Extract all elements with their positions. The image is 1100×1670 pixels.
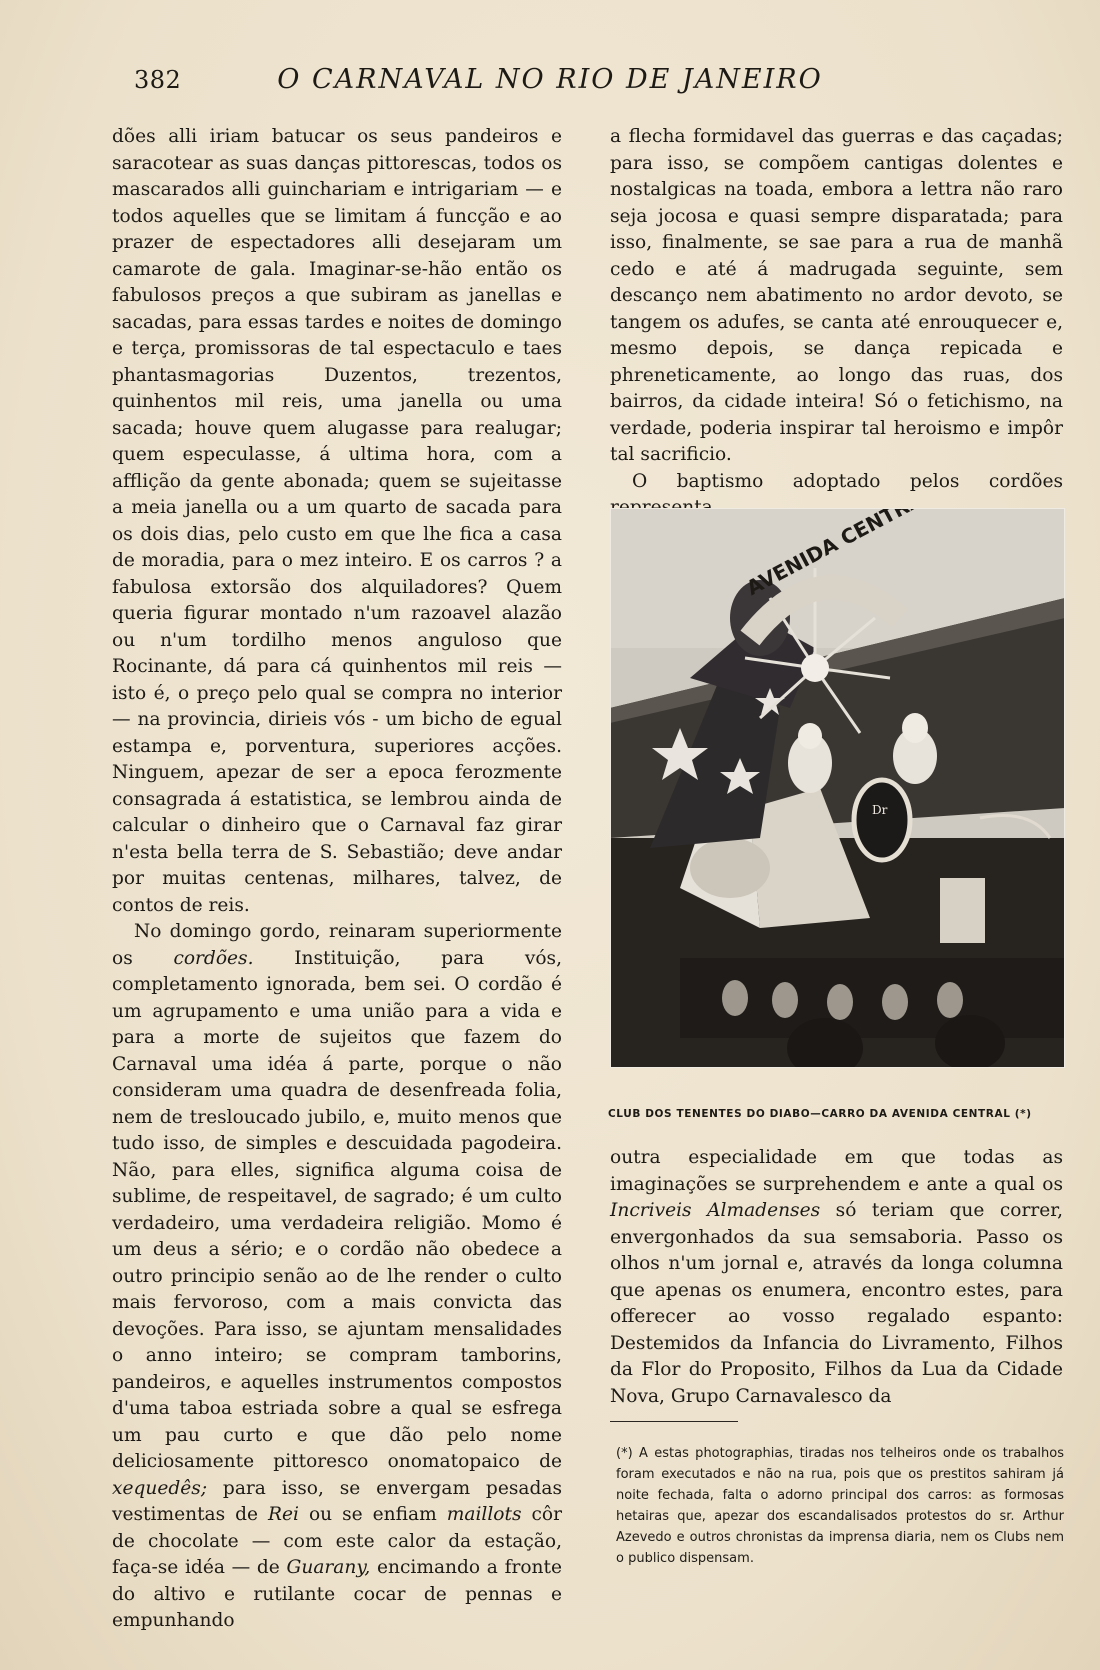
text-run: para isso, se envergam pesadas vestimentas de [112,1477,562,1525]
italic-term: Guarany, [286,1557,371,1578]
text-run: ou se enfiam [299,1504,447,1525]
running-title: O CARNAVAL NO RIO DE JANEIRO [277,64,823,95]
paragraph: O baptismo adoptado pelos cordões [632,470,1063,492]
paragraph [112,919,562,1635]
paragraph: dões alli iriam batucar os seus pandeiros e saracotear as suas danças pittorescas, todos os mascarados alli guinchariam e intrigariam — e todos aquelles que se limitam á funcção e ao prazer de espectadores alli desejaram um camarote de gala. Imaginar-se-hão então os fabulosos preços a que subiram as janellas e sacadas, para essas tardes e noites de domingo e terça, promissoras de tal espectaculo e taes phantasmagorias Duzentos, trezentos, quinhentos mil reis, uma janella ou uma sacada; houve quem alugasse para realugar; quem especulasse, á ultima hora, com a afflição da gente abonada; quem se sujeitasse a meia janella ou a um quarto de sacada para os dois dias, pelo custo em que lhe fica a casa de moradia, para o mez inteiro. E os carros ? a fabulosa extorsão dos alquiladores? Quem queria figurar montado n'um razoavel alazão ou n'um tordilho menos anguloso que Rocinante, dá para cá quinhentos mil reis — isto é, o preço pelo qual se compra no interior — na provincia, dirieis vós - um bicho de egual estampa e, porventura, superiores acções. Ninguem, apezar de ser a epoca ferozmente consagrada á estatistica, se lembrou ainda de calcular o dinheiro que o Carnaval faz girar n'esta bella terra de S. Sebastião; deve andar por muitas centenas, milhares, talvez, de contos de reis. [112,126,562,916]
carnival-float-photo [610,508,1065,1068]
medallion-text: Dr [872,803,888,817]
text-run: outra especialidade em que todas as imaginações se surprehendem e ante a qual os [610,1147,1063,1195]
text-run: Instituição, para vós, completamento ignorada, bem sei. O cordão é um agrupamento e uma união para a vida e para a morte de sujeitos que fazem do Carnaval uma idéa á parte, porque o não consideram uma quadra de desenfreada folia, nem de tresloucado jubilo, e, muito menos que tudo isso, de simples e descuidada pagodeira. Não, para elles, significa alguma coisa de sublime, de respeitavel, de sagrado; é um culto verdadeiro, uma verdadeira religião. Momo é um deus a sério; e o cordão não obedece a outro principio senão ao de lhe render o culto mais fervoroso, com a mais convicta das devoções. Para isso, se ajuntam mensalidades o anno inteiro; se compram tamborins, pandeiros, e aquelles instrumentos compostos d'uma taboa estriada sobre a qual se esfrega um pau curto e que dão pelo nome deliciosamente pittoresco onomatopaico de [112,947,562,1472]
footnote-rule [610,1421,738,1422]
italic-term: Incriveis Almadenses [610,1200,821,1221]
paragraph [610,1145,1063,1410]
italic-term: cordões. [173,947,254,969]
text-run: côr de chocolate — com este calor da estação, faça-se idéa — de [112,1504,562,1578]
italic-term: maillots [446,1504,522,1525]
paragraph: a flecha formidavel das guerras e das caçadas; para isso, se compõem cantigas dolentes e nostalgicas na toada, embora a lettra não raro seja jocosa e quasi sempre disparatada; para isso, finalmente, se sae para a rua de manhã cedo e até á madrugada seguinte, sem descanço nem abatimento no ardor devoto, se tangem os adufes, se canta até enrouquecer e, mesmo depois, se dança repicada e phreneticamente, ao longo das ruas, dos bairros, da cidade inteira! Só o fetichismo, na verdade, poderia inspirar tal heroismo e impôr tal sacrificio. [610,126,1063,465]
photo-caption: CLUB DOS TENENTES DO DIABO—CARRO DA AVENIDA CENTRAL (*) [608,1108,1032,1120]
page-header [0,62,1100,102]
italic-term: Rei [268,1504,299,1525]
left-column [112,124,562,1635]
right-column-bottom [610,1145,1063,1410]
text-run: No domingo gordo, reinaram superiormente os [112,921,562,969]
italic-term: xequedês; [112,1477,208,1499]
page-number: 382 [134,66,182,94]
photograph [610,508,1065,1068]
right-column-top [610,124,1063,522]
text-run: só teriam que correr, envergonhados da sua semsaboria. Passo os olhos n'um jornal e, através da longa columna que apenas os enumera, encontro estes, para offerecer ao vosso regalado espanto: Destemidos da Infancia do Livramento, Filhos da Flor do Proposito, Filhos da Lua da Cidade Nova, Grupo Carnavalesco da [610,1200,1063,1407]
text-run: encimando a fronte do altivo e rutilante cocar de pennas e empunhando [112,1557,562,1631]
footnote: (*) A estas photographias, tiradas nos telheiros onde os trabalhos foram executados e não na rua, pois que os prestitos sahiram já noite fechada, falta o adorno principal dos carros: as formosas hetairas que, apezar dos escandalisados protestos do sr. Arthur Azevedo e outros chronistas da imprensa diaria, nem os Clubs nem o publico dispensam. [616,1446,1064,1566]
